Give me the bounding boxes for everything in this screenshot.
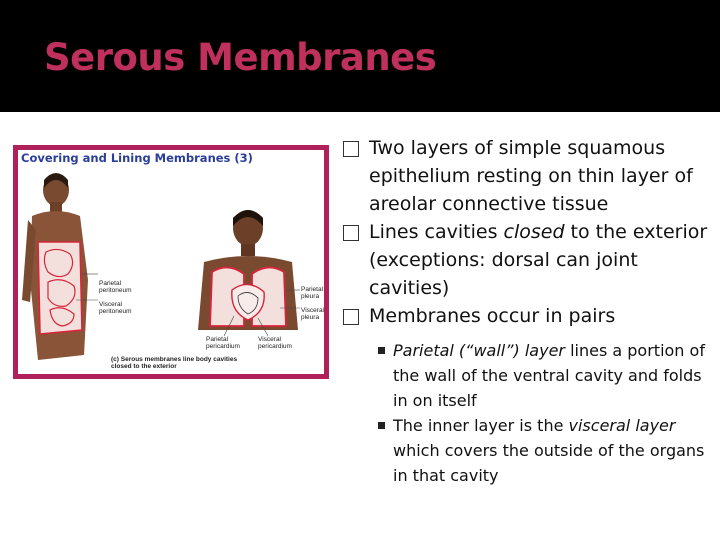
bullet-text: Membranes occur in pairs — [369, 305, 616, 327]
square-bullet-icon — [378, 422, 385, 429]
bullet-item — [343, 302, 713, 330]
figure-caption: (c) Serous membranes line body cavities closed to the exterior — [111, 356, 238, 370]
title-bar — [0, 0, 720, 112]
bullet-list — [343, 134, 713, 488]
sub-bullet-text-part: which covers the outside of the organs in that cavity — [393, 441, 705, 485]
bullet-emphasis: closed — [503, 221, 565, 243]
label-parietal-pericardium: Parietal pericardium — [206, 336, 240, 350]
slide-title: Serous Membranes — [44, 36, 437, 79]
sub-bullet-text — [393, 341, 705, 410]
bullet-item — [343, 218, 713, 302]
label-visceral-pericardium: Visceral pericardium — [258, 336, 292, 350]
bullet-text — [369, 218, 713, 302]
sub-bullet-emphasis: Parietal (“wall”) layer — [393, 341, 565, 360]
sub-bullet-text-part: lines a portion of the wall of the ventral cavity and folds in on itself — [393, 341, 705, 410]
label-parietal-pleura: Parietal pleura — [301, 286, 324, 300]
thorax-figure — [198, 210, 300, 336]
bullet-text: Two layers of simple squamous epithelium resting on thin layer of areolar connective tissue — [369, 137, 693, 215]
figure-heading: Covering and Lining Membranes (3) — [21, 151, 253, 165]
label-visceral-peritoneum: Visceral peritoneum — [99, 301, 132, 315]
bullet-item — [343, 134, 713, 218]
bullet-text-part: to the exterior (exceptions: dorsal can joint cavities) — [369, 221, 708, 299]
sub-bullet-text-part: The inner layer is the — [393, 416, 569, 435]
sub-bullet-emphasis: visceral layer — [568, 416, 676, 435]
sub-bullet-item — [377, 413, 713, 488]
checkbox-bullet-icon — [343, 309, 359, 325]
serous-membrane-figure — [13, 145, 329, 379]
checkbox-bullet-icon — [343, 225, 359, 241]
abdomen-figure — [22, 173, 98, 360]
sub-bullet-text — [393, 416, 704, 485]
checkbox-bullet-icon — [343, 141, 359, 157]
square-bullet-icon — [378, 347, 385, 354]
label-parietal-peritoneum: Parietal peritoneum — [99, 280, 132, 294]
bullet-text-part: Lines cavities — [369, 221, 504, 243]
label-visceral-pleura: Visceral pleura — [301, 307, 325, 321]
sub-bullet-item — [377, 338, 713, 413]
figure-panel — [18, 150, 324, 374]
